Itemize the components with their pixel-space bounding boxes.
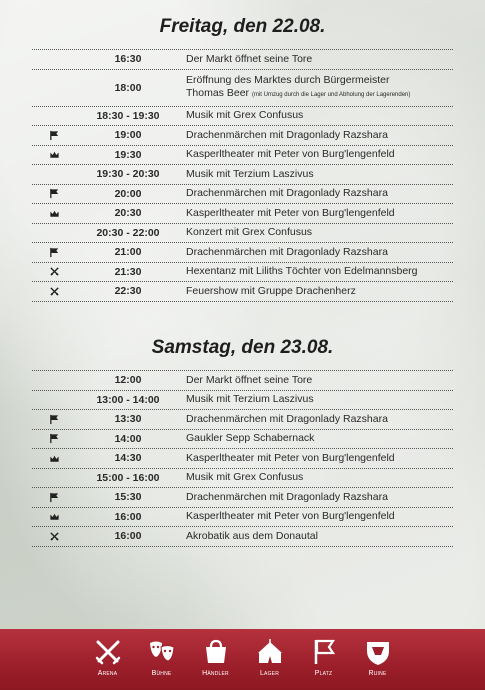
crown-icon: [32, 149, 76, 160]
event-title: Akrobatik aus dem Donautal: [186, 529, 318, 542]
event-description: [180, 491, 453, 504]
swords-icon: [32, 531, 76, 542]
friday-section: [32, 15, 453, 302]
flag-icon: [32, 414, 76, 425]
event-description: [180, 246, 453, 259]
schedule-row: [32, 146, 453, 166]
event-time: 20:30 - 22:00: [96, 226, 160, 239]
legend-label: Ruine: [368, 670, 387, 677]
event-title: Kasperltheater mit Peter von Burg'lengenfeld: [186, 206, 395, 219]
event-title: Feuershow mit Gruppe Drachenherz: [186, 284, 356, 297]
event-time: 21:30: [114, 265, 142, 278]
event-description: [180, 109, 453, 122]
event-time: 18:30 - 19:30: [96, 109, 160, 122]
schedule-row: [32, 185, 453, 205]
event-time: 16:30: [114, 53, 142, 66]
legend-label: Lager: [259, 670, 280, 677]
event-description: [180, 452, 453, 465]
flag-icon: [32, 492, 76, 503]
event-time: 19:30: [114, 148, 142, 161]
schedule-row: [32, 488, 453, 508]
event-time: 22:30: [114, 285, 142, 298]
event-description: [180, 129, 453, 142]
event-title: Der Markt öffnet seine Tore: [186, 52, 313, 65]
legend-item: [351, 629, 405, 677]
event-title: Kasperltheater mit Peter von Burg'lengenfeld: [186, 451, 395, 464]
schedule-row: [32, 508, 453, 528]
legend-label: Bühne: [151, 670, 172, 677]
event-description: [180, 207, 453, 220]
event-description: [180, 413, 453, 426]
event-title: Drachenmärchen mit Dragonlady Razshara: [186, 412, 388, 425]
event-title: Kasperltheater mit Peter von Burg'lengenfeld: [186, 148, 395, 161]
event-description: [180, 53, 453, 66]
event-title: Drachenmärchen mit Dragonlady Razshara: [186, 490, 388, 503]
event-description: [180, 148, 453, 161]
swords-icon: [32, 266, 76, 277]
legend-label: Arena: [97, 670, 118, 677]
friday-schedule: [32, 49, 453, 302]
legend-label: Platz: [314, 670, 333, 677]
schedule-row: [32, 204, 453, 224]
schedule-row: [32, 70, 453, 107]
event-description: [180, 530, 453, 543]
schedule-row: [32, 263, 453, 283]
swords-icon: [32, 286, 76, 297]
flag-icon: [32, 433, 76, 444]
event-description: [180, 510, 453, 523]
flag-icon: [32, 247, 76, 258]
event-title: Kasperltheater mit Peter von Burg'lengenfeld: [186, 510, 395, 523]
saturday-section: [32, 336, 453, 547]
saturday-schedule: [32, 370, 453, 547]
crown-icon: [32, 453, 76, 464]
event-time: 12:00: [114, 374, 142, 387]
event-time: 18:00: [114, 81, 142, 94]
legend-item: [81, 629, 135, 677]
event-time: 15:30: [114, 491, 142, 504]
lager-icon: [255, 637, 285, 667]
event-description: [180, 168, 453, 181]
event-description: [180, 226, 453, 239]
event-title: Eröffnung des Marktes durch Bürgermeister: [186, 73, 390, 86]
event-time: 16:00: [114, 510, 142, 523]
event-description: [180, 432, 453, 445]
legend-label: Händler: [202, 670, 229, 677]
event-title: Konzert mit Grex Confusus: [186, 226, 313, 239]
schedule-row: [32, 371, 453, 391]
event-time: 19:00: [114, 129, 142, 142]
event-title: Musik mit Grex Confusus: [186, 471, 304, 484]
schedule-row: [32, 50, 453, 70]
schedule-row: [32, 449, 453, 469]
event-title: Drachenmärchen mit Dragonlady Razshara: [186, 245, 388, 258]
event-description: [180, 285, 453, 298]
event-title: Gaukler Sepp Schabernack: [186, 432, 315, 445]
schedule-row: [32, 469, 453, 489]
schedule-row: [32, 410, 453, 430]
event-time: 13:30: [114, 413, 142, 426]
ruine-icon: [363, 637, 393, 667]
platz-icon: [309, 637, 339, 667]
haendler-icon: [201, 637, 231, 667]
schedule-row: [32, 165, 453, 185]
friday-title: Freitag, den 22.08.: [159, 16, 326, 37]
event-title: Musik mit Terzium Laszivus: [186, 167, 314, 180]
event-description: [180, 374, 453, 387]
legend-item: [135, 629, 189, 677]
schedule-row: [32, 391, 453, 411]
event-time: 21:00: [114, 246, 142, 259]
schedule-row: [32, 243, 453, 263]
event-time: 20:00: [114, 187, 142, 200]
event-time: 15:00 - 16:00: [96, 471, 160, 484]
event-time: 14:30: [114, 452, 142, 465]
event-title: Drachenmärchen mit Dragonlady Razshara: [186, 187, 388, 200]
event-description: [180, 74, 453, 102]
flag-icon: [32, 130, 76, 141]
crown-icon: [32, 511, 76, 522]
event-description: [180, 471, 453, 484]
event-time: 13:00 - 14:00: [96, 393, 160, 406]
flag-icon: [32, 188, 76, 199]
schedule-row: [32, 430, 453, 450]
saturday-title: Samstag, den 23.08.: [151, 337, 334, 358]
event-time: 14:00: [114, 432, 142, 445]
event-title: Musik mit Grex Confusus: [186, 109, 304, 122]
crown-icon: [32, 208, 76, 219]
schedule-row: [32, 224, 453, 244]
legend-item: [297, 629, 351, 677]
event-note: (mit Umzug durch die Lager und Abholung der Lagerenden): [251, 91, 411, 98]
event-title: Der Markt öffnet seine Tore: [186, 373, 313, 386]
arena-icon: [93, 637, 123, 667]
legend-footer: [0, 629, 485, 690]
event-title: Hexentanz mit Liliths Töchter von Edelmannsberg: [186, 265, 418, 278]
schedule-row: [32, 527, 453, 547]
event-description: [180, 187, 453, 200]
event-title-line2: Thomas Beer: [186, 86, 250, 99]
schedule-row: [32, 126, 453, 146]
buehne-icon: [147, 637, 177, 667]
event-description: [180, 393, 453, 406]
event-time: 20:30: [114, 207, 142, 220]
legend-item: [189, 629, 243, 677]
event-title: Drachenmärchen mit Dragonlady Razshara: [186, 128, 388, 141]
event-title: Musik mit Terzium Laszivus: [186, 393, 314, 406]
schedule-row: [32, 282, 453, 302]
schedule-row: [32, 107, 453, 127]
event-time: 16:00: [114, 530, 142, 543]
event-description: [180, 265, 453, 278]
legend-item: [243, 629, 297, 677]
event-time: 19:30 - 20:30: [96, 168, 160, 181]
